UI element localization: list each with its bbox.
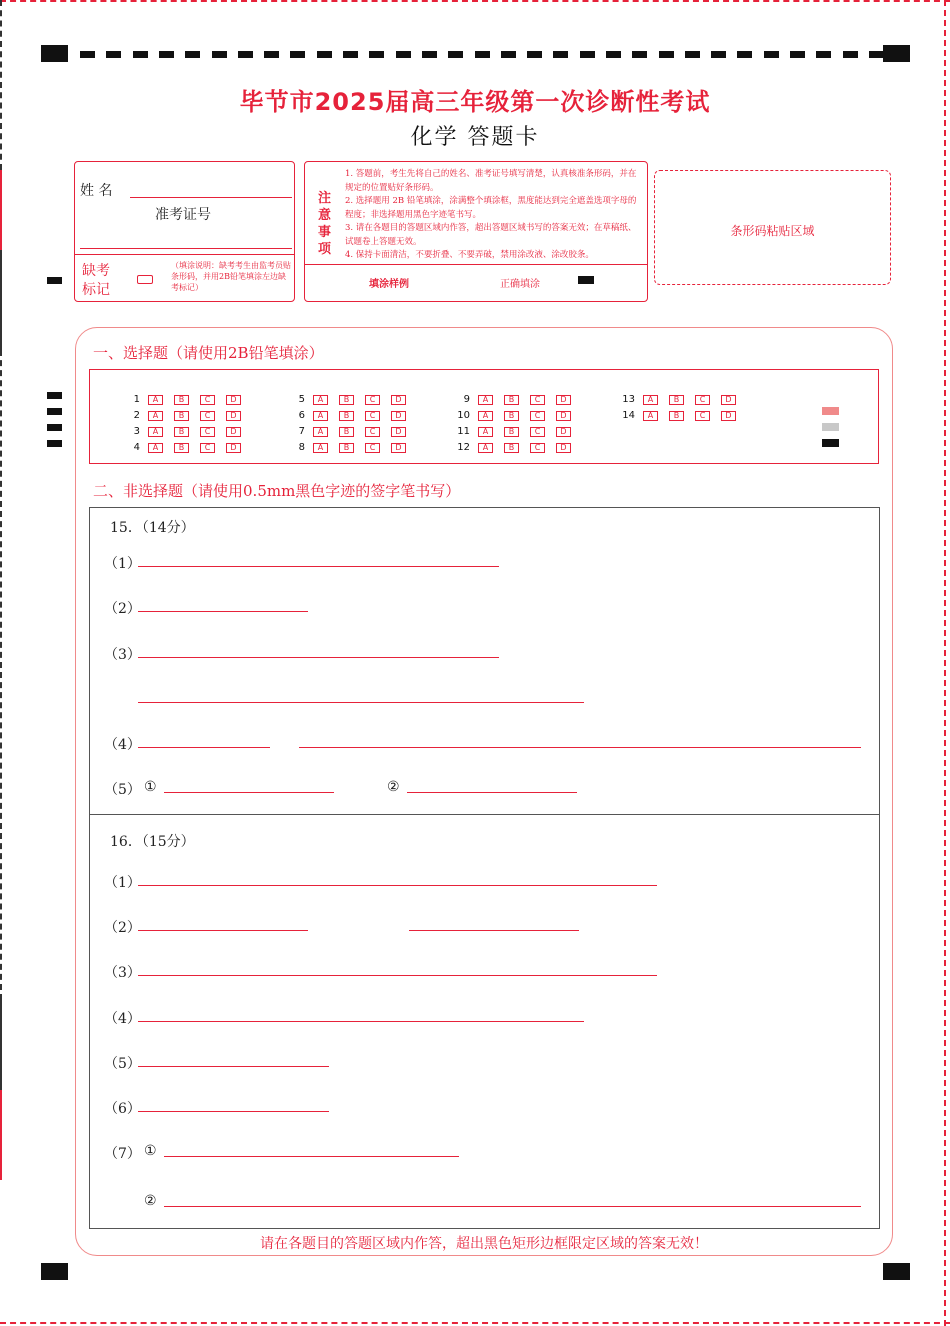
option-bubble-b[interactable]: B: [174, 443, 189, 453]
question-number: 7: [298, 426, 305, 437]
top-cut-line: [0, 0, 950, 2]
choice-question-row: [120, 389, 252, 403]
option-bubble-a[interactable]: A: [478, 443, 493, 453]
option-bubble-d[interactable]: D: [226, 411, 241, 421]
option-bubble-c[interactable]: C: [365, 411, 380, 421]
q15-title: 15．（14分）: [110, 520, 195, 536]
timing-mark: [737, 51, 752, 58]
option-bubble-d[interactable]: D: [391, 427, 406, 437]
option-bubble-b[interactable]: B: [504, 411, 519, 421]
option-bubble-b[interactable]: B: [174, 411, 189, 421]
answer-line[interactable]: [138, 1021, 584, 1022]
timing-mark: [632, 51, 647, 58]
timing-mark: [159, 51, 174, 58]
q15-part-label: （3）: [104, 647, 141, 663]
calibration-mark: [822, 407, 839, 415]
timing-mark: [659, 51, 674, 58]
timing-mark: [764, 51, 779, 58]
timing-mark: [106, 51, 121, 58]
timing-mark: [711, 51, 726, 58]
corner-mark: [41, 45, 68, 62]
timing-mark: [47, 392, 62, 399]
option-bubble-d[interactable]: D: [226, 427, 241, 437]
timing-mark: [185, 51, 200, 58]
q16-part-label: （1）: [104, 875, 141, 891]
left-edge-mark: [0, 1000, 2, 1090]
choice-question-row: [120, 405, 252, 419]
left-edge-mark: [0, 170, 2, 250]
timing-mark: [475, 51, 490, 58]
option-bubble-c[interactable]: C: [695, 395, 710, 405]
right-cut-line: [944, 0, 946, 1326]
corner-mark: [883, 45, 910, 62]
circle-one: ①: [144, 1143, 157, 1159]
corner-mark: [883, 1263, 910, 1280]
timing-mark: [369, 51, 384, 58]
timing-mark: [47, 408, 62, 415]
footer-warning: 请在各题目的答题区域内作答，超出黑色矩形边框限定区域的答案无效！: [260, 1236, 708, 1252]
q15-part-label: （5）: [104, 782, 141, 798]
barcode-label: 条形码粘贴区域: [730, 224, 815, 238]
circle-two: ②: [387, 779, 400, 795]
q16-part-label: （5）: [104, 1056, 141, 1072]
timing-mark: [790, 51, 805, 58]
option-bubble-a[interactable]: A: [643, 395, 658, 405]
absent-note: （填涂说明：缺考考生由监考员贴条形码，并用2B铅笔填涂左边缺考标记）: [171, 261, 291, 292]
answer-line[interactable]: [138, 611, 308, 612]
timing-mark: [47, 440, 62, 447]
calibration-mark: [822, 439, 839, 447]
question-number: 8: [298, 442, 305, 453]
timing-mark: [317, 51, 332, 58]
answer-line[interactable]: [138, 747, 270, 748]
card-subtitle: 化学 答题卡: [410, 125, 540, 150]
choice-question-row: [450, 389, 582, 403]
question-divider: [89, 814, 880, 815]
notice-heading: 注 意 事 项: [318, 191, 332, 257]
question-number: 13: [622, 394, 635, 405]
option-bubble-d[interactable]: D: [391, 411, 406, 421]
option-bubble-b[interactable]: B: [339, 411, 354, 421]
exam-id-field[interactable]: [80, 248, 292, 249]
circle-one: ①: [144, 779, 157, 795]
timing-mark: [843, 51, 858, 58]
question-number: 3: [133, 426, 140, 437]
choice-question-row: [450, 421, 582, 435]
q16-title: 16．（15分）: [110, 834, 195, 850]
timing-mark: [290, 51, 305, 58]
option-bubble-b[interactable]: B: [339, 395, 354, 405]
question-number: 9: [463, 394, 470, 405]
notice-text: 1. 答题前，考生先将自己的姓名、准考证号填写清楚，认真核准条形码，并在规定的位置贴好条形码。 2. 选择题用 2B 铅笔填涂，涂满整个填涂框，黑度能达到完全遮盖选项字母的程度；非选择题用黑色字迹笔书写。 3. 请在各题目的答题区域内作答，超出答题区域书写的答案无效；在草稿纸、试题卷上答题无效。 4. 保持卡面清洁，不要折叠、不要弄破，禁用涂改液、涂改胶条。: [345, 169, 637, 260]
option-bubble-a[interactable]: A: [313, 411, 328, 421]
choice-question-row: [450, 437, 582, 451]
answer-line[interactable]: [138, 930, 308, 931]
option-bubble-d[interactable]: D: [226, 395, 241, 405]
answer-line[interactable]: [138, 1066, 329, 1067]
q16-part-label: （6）: [104, 1101, 141, 1117]
option-bubble-d[interactable]: D: [226, 443, 241, 453]
q16-part-label: （4）: [104, 1011, 141, 1027]
timing-mark: [869, 51, 884, 58]
option-bubble-d[interactable]: D: [556, 443, 571, 453]
calibration-mark: [822, 423, 839, 431]
option-bubble-b[interactable]: B: [504, 427, 519, 437]
q15-part-label: （1）: [104, 556, 141, 572]
option-bubble-b[interactable]: B: [174, 395, 189, 405]
choice-question-row: [285, 421, 417, 435]
option-bubble-d[interactable]: D: [721, 395, 736, 405]
section1-title: 一、选择题（请使用2B铅笔填涂）: [93, 344, 324, 362]
option-bubble-c[interactable]: C: [200, 443, 215, 453]
timing-mark: [212, 51, 227, 58]
option-bubble-c[interactable]: C: [200, 411, 215, 421]
option-bubble-a[interactable]: A: [313, 427, 328, 437]
answer-line[interactable]: [138, 657, 499, 658]
name-label: 姓 名: [80, 183, 113, 199]
question-number: 6: [298, 410, 305, 421]
option-bubble-a[interactable]: A: [148, 443, 163, 453]
divider: [305, 264, 647, 265]
q16-part-label: （2）: [104, 920, 141, 936]
option-bubble-b[interactable]: B: [174, 427, 189, 437]
timing-mark: [501, 51, 516, 58]
left-edge-mark: [0, 1090, 2, 1180]
notice-box: [304, 161, 648, 302]
choice-question-row: [120, 437, 252, 451]
left-edge-mark: [0, 250, 2, 350]
section2-title: 二、非选择题（请使用0.5mm黑色字迹的签字笔书写）: [93, 482, 461, 500]
answer-line[interactable]: [138, 885, 657, 886]
timing-mark: [685, 51, 700, 58]
option-bubble-b[interactable]: B: [669, 395, 684, 405]
question-number: 11: [457, 426, 470, 437]
answer-line[interactable]: [138, 975, 657, 976]
answer-line[interactable]: [299, 747, 861, 748]
barcode-area[interactable]: [654, 170, 891, 285]
name-field[interactable]: [130, 197, 292, 198]
answer-line[interactable]: [138, 566, 499, 567]
student-info-box: [74, 161, 295, 302]
option-bubble-b[interactable]: B: [339, 443, 354, 453]
question-number: 14: [622, 410, 635, 421]
q16-part-label: （7）: [104, 1146, 141, 1162]
question-number: 4: [133, 442, 140, 453]
sample-label: 填涂样例: [369, 279, 409, 290]
option-bubble-b[interactable]: B: [504, 395, 519, 405]
option-bubble-a[interactable]: A: [313, 395, 328, 405]
timing-mark: [238, 51, 253, 58]
bottom-cut-line: [0, 1322, 950, 1324]
answer-line[interactable]: [164, 1206, 861, 1207]
choice-question-row: [450, 405, 582, 419]
option-bubble-b[interactable]: B: [504, 443, 519, 453]
choice-question-row: [285, 405, 417, 419]
left-edge-mark: [0, 350, 2, 1000]
option-bubble-d[interactable]: D: [556, 395, 571, 405]
absent-label: 标记: [82, 282, 110, 298]
answer-line[interactable]: [138, 1111, 329, 1112]
correct-fill-label: 正确填涂: [500, 279, 540, 290]
option-bubble-a[interactable]: A: [478, 427, 493, 437]
q15-part-label: （2）: [104, 601, 141, 617]
option-bubble-d[interactable]: D: [556, 411, 571, 421]
timing-mark: [80, 51, 95, 58]
option-bubble-d[interactable]: D: [556, 427, 571, 437]
timing-mark: [396, 51, 411, 58]
option-bubble-a[interactable]: A: [478, 411, 493, 421]
filled-sample: [578, 276, 594, 284]
option-bubble-c[interactable]: C: [365, 427, 380, 437]
option-bubble-c[interactable]: C: [530, 427, 545, 437]
answer-line[interactable]: [409, 930, 579, 931]
question-number: 12: [457, 442, 470, 453]
absent-label: 缺考: [82, 263, 110, 279]
option-bubble-a[interactable]: A: [148, 427, 163, 437]
exam-title: 毕节市2025届高三年级第一次诊断性考试: [239, 88, 711, 116]
corner-mark: [41, 1263, 68, 1280]
choice-question-row: [285, 389, 417, 403]
option-bubble-c[interactable]: C: [365, 395, 380, 405]
choice-question-row: [615, 405, 747, 419]
timing-mark: [343, 51, 358, 58]
q16-part-label: （3）: [104, 965, 141, 981]
choice-question-row: [120, 421, 252, 435]
option-bubble-a[interactable]: A: [478, 395, 493, 405]
option-bubble-a[interactable]: A: [313, 443, 328, 453]
option-bubble-b[interactable]: B: [669, 411, 684, 421]
timing-mark: [527, 51, 542, 58]
option-bubble-a[interactable]: A: [643, 411, 658, 421]
option-bubble-d[interactable]: D: [721, 411, 736, 421]
question-number: 1: [133, 394, 140, 405]
timing-mark: [448, 51, 463, 58]
option-bubble-c[interactable]: C: [530, 395, 545, 405]
option-bubble-b[interactable]: B: [339, 427, 354, 437]
option-bubble-c[interactable]: C: [530, 411, 545, 421]
option-bubble-d[interactable]: D: [391, 443, 406, 453]
timing-mark: [580, 51, 595, 58]
question-number: 2: [133, 410, 140, 421]
answer-line[interactable]: [164, 792, 334, 793]
exam-id-label: 准考证号: [155, 207, 211, 223]
question-number: 5: [298, 394, 305, 405]
answer-line[interactable]: [138, 702, 584, 703]
option-bubble-a[interactable]: A: [148, 395, 163, 405]
option-bubble-a[interactable]: A: [148, 411, 163, 421]
circle-two: ②: [144, 1193, 157, 1209]
timing-mark: [606, 51, 621, 58]
timing-mark: [553, 51, 568, 58]
timing-mark: [47, 277, 62, 284]
timing-mark: [47, 424, 62, 431]
question-number: 10: [457, 410, 470, 421]
option-bubble-c[interactable]: C: [200, 427, 215, 437]
choice-question-row: [615, 389, 747, 403]
timing-mark: [816, 51, 831, 58]
answer-line[interactable]: [164, 1156, 459, 1157]
timing-mark: [133, 51, 148, 58]
divider: [75, 254, 294, 255]
choice-question-row: [285, 437, 417, 451]
option-bubble-d[interactable]: D: [391, 395, 406, 405]
q15-part-label: （4）: [104, 737, 141, 753]
answer-line[interactable]: [407, 792, 577, 793]
option-bubble-c[interactable]: C: [530, 443, 545, 453]
timing-mark: [264, 51, 279, 58]
timing-mark: [422, 51, 437, 58]
option-bubble-c[interactable]: C: [365, 443, 380, 453]
absent-mark-box[interactable]: [137, 275, 153, 284]
option-bubble-c[interactable]: C: [200, 395, 215, 405]
non-choice-box: [89, 507, 880, 1229]
option-bubble-c[interactable]: C: [695, 411, 710, 421]
